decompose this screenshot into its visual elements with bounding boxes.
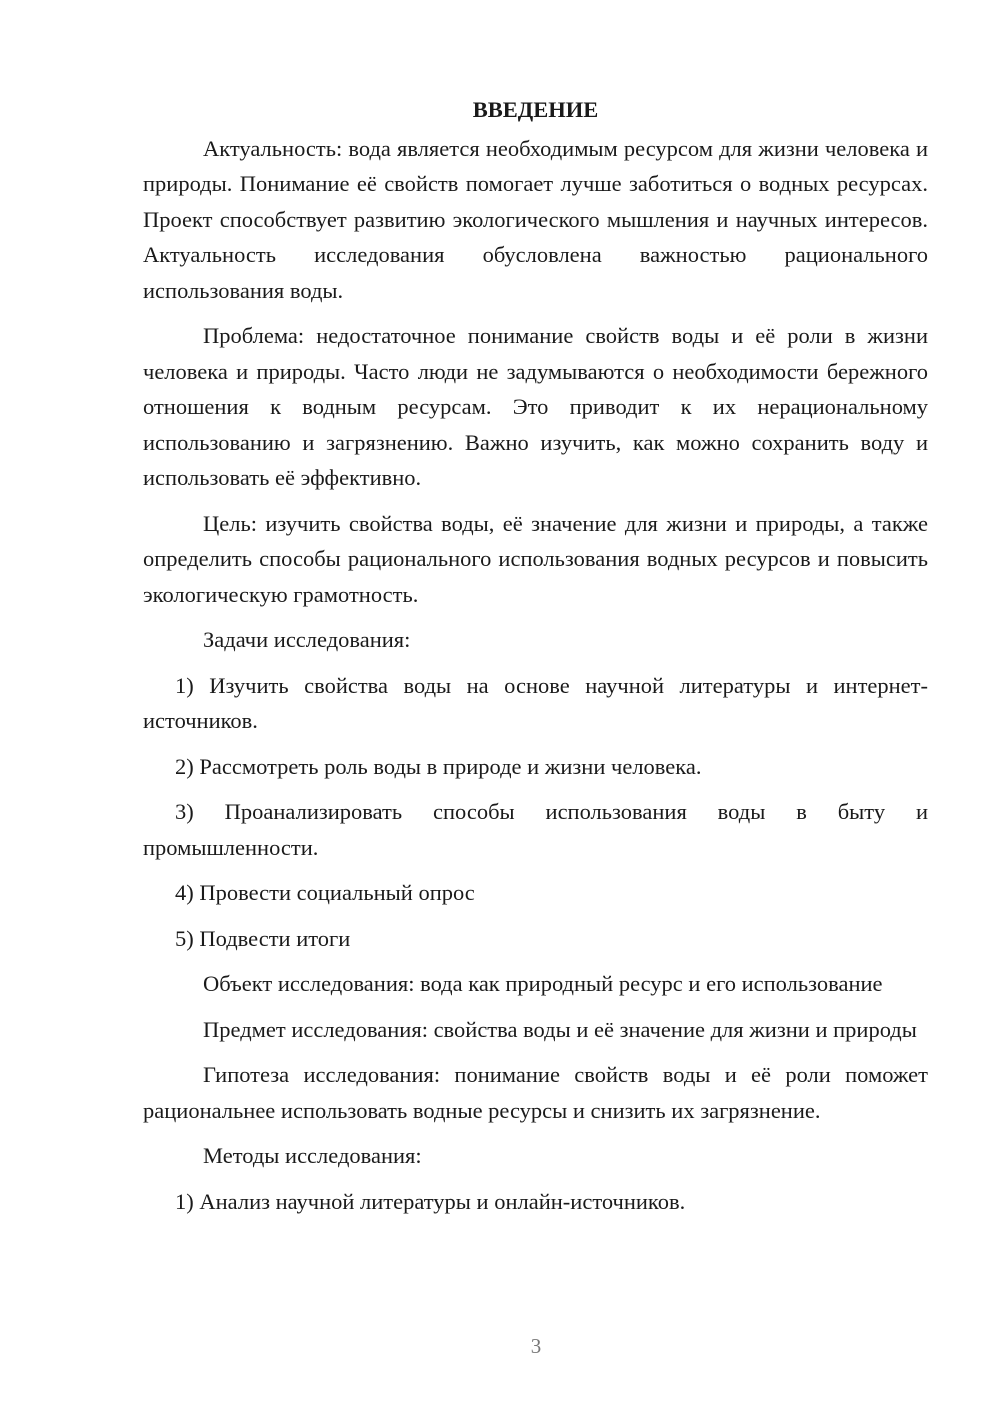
list-item-task-2: 2) Рассмотреть роль воды в природе и жизни человека. [175,753,702,779]
list-item-method-1: 1) Анализ научной литературы и онлайн-источников. [175,1188,686,1214]
page-number: 3 [530,1334,542,1358]
paragraph-hypothesis: Гипотеза исследования: понимание свойств воды и её роли поможет рациональнее использовать водные ресурсы и снизить их загрязнение. [143,1062,928,1123]
document-page [143,92,928,1229]
section-title: ВВЕДЕНИЕ [472,97,599,122]
paragraph-methods-heading: Методы исследования: [203,1143,422,1168]
list-item-task-5: 5) Подвести итоги [175,925,351,951]
paragraph-subject: Предмет исследования: свойства воды и её значение для жизни и природы [203,1016,917,1042]
paragraph-tasks-heading: Задачи исследования: [203,627,411,652]
paragraph-problem: Проблема: недостаточное понимание свойств воды и её роли в жизни человека и природы. Часто люди не задумываются о необходимости бережного отношения к водным ресурсам. Это приводит к их нерациональному использованию и загрязнению. Важно изучить, как можно сохранить воду и использовать её эффективно. [143,323,928,490]
list-item-task-1: 1) Изучить свойства воды на основе научной литературы и интернет-источников. [143,672,928,733]
list-item-task-4: 4) Провести социальный опрос [175,880,475,905]
list-item-task-3: 3) Проанализировать способы использования воды в быту и промышленности. [143,799,928,860]
paragraph-relevance: Актуальность: вода является необходимым ресурсом для жизни человека и природы. Понимание её свойств помогает лучше заботиться о водных ресурсах. Проект способствует развитию экологического мышления и научных интересов. Актуальность исследования обусловлена важностью рационального использования воды. [143,135,928,303]
paragraph-object: Объект исследования: вода как природный ресурс и его использование [203,971,883,996]
paragraph-goal: Цель: изучить свойства воды, её значение для жизни и природы, а также определить способы рационального использования водных ресурсов и повысить экологическую грамотность. [143,510,928,607]
